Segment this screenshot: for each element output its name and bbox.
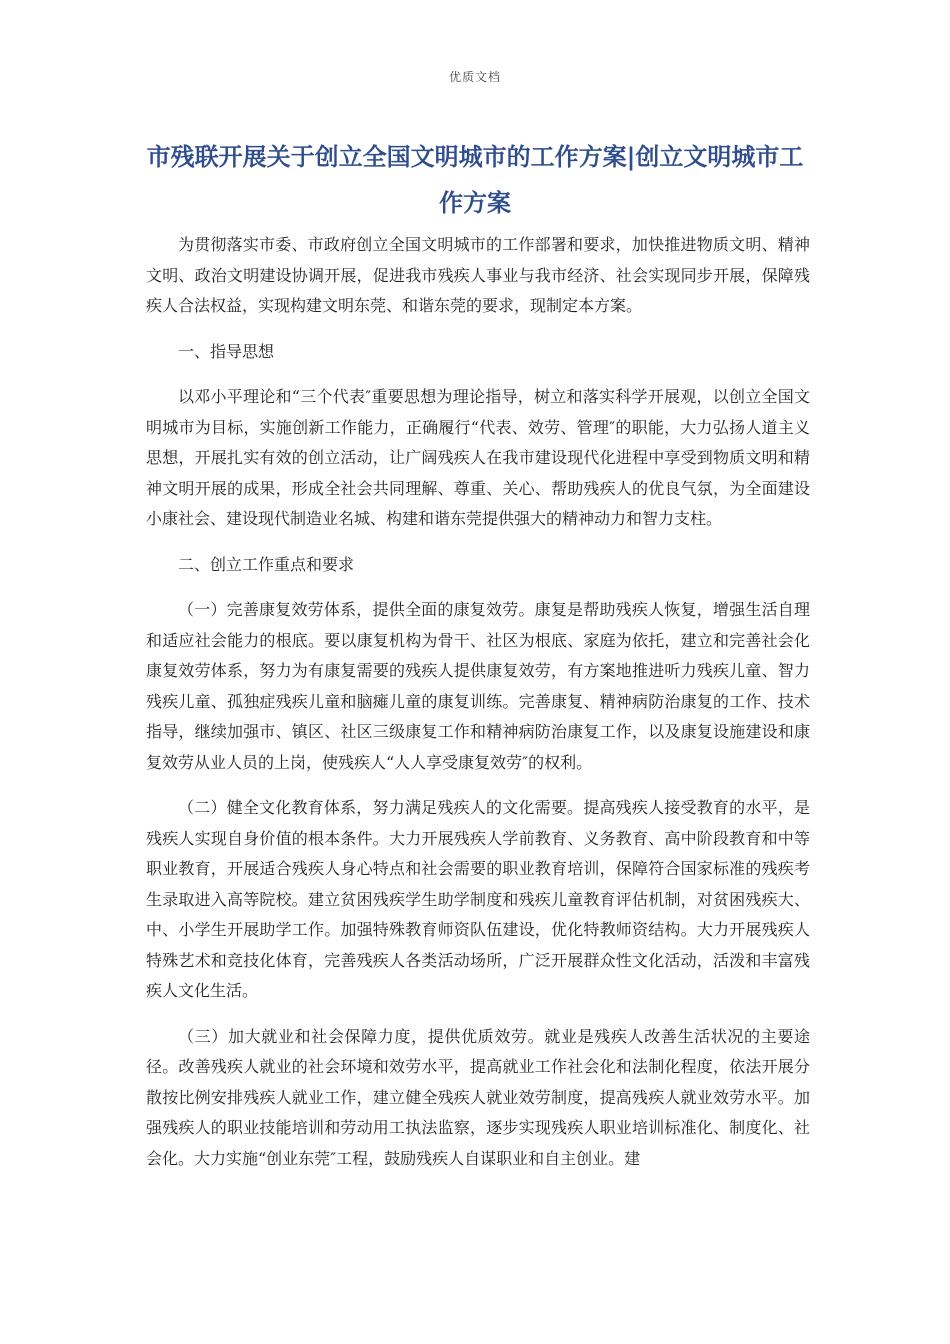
section-heading-guiding-thought: 一、指导思想 <box>178 341 275 361</box>
guiding-thought-paragraph: 以邓小平理论和“三个代表″重要思想为理论指导，树立和落实科学开展观，以创立全国文明城市为目标，实施创新工作能力，正确履行“代表、效劳、管理″的职能，大力弘扬人道主义思想，开展扎实有效的创立活动，让广阔残疾人在我市建设现代化进程中享受到物质文明和精神文明开展的成果，形成全社会共同理解、尊重、关心、帮助残疾人的优良气氛，为全面建设小康社会、建设现代制造业名城、构建和谐东莞提供强大的精神动力和智力支柱。 <box>146 387 810 528</box>
item-education-paragraph: （二）健全文化教育体系，努力满足残疾人的文化需要。提高残疾人接受教育的水平，是残疾人实现自身价值的根本条件。大力开展残疾人学前教育、义务教育、高中阶段教育和中等职业教育，开展适合残疾人身心特点和社会需要的职业教育培训，保障符合国家标准的残疾考生录取进入高等院校。建立贫困残疾学生助学制度和残疾儿童教育评估机制，对贫困残疾大、中、小学生开展助学工作。加强特殊教育师资队伍建设，优化特教师资结构。大力开展残疾人特殊艺术和竞技化体育，完善残疾人各类活动场所，广泛开展群众性文化活动，活泼和丰富残疾人文化生活。 <box>146 798 810 1000</box>
section-heading-key-points: 二、创立工作重点和要求 <box>178 554 355 574</box>
item-rehabilitation-paragraph: （一）完善康复效劳体系，提供全面的康复效劳。康复是帮助残疾人恢复，增强生活自理和适应社会能力的根底。要以康复机构为骨干、社区为根底、家庭为依托，建立和完善社会化康复效劳体系，努力为有康复需要的残疾人提供康复效劳，有方案地推进听力残疾儿童、智力残疾儿童、孤独症残疾儿童和脑瘫儿童的康复训练。完善康复、精神病防治康复的工作、技术指导，继续加强市、镇区、社区三级康复工作和精神病防治康复工作，以及康复设施建设和康复效劳从业人员的上岗，使残疾人“人人享受康复效劳″的权利。 <box>146 600 810 772</box>
document-body <box>146 230 810 1189</box>
page-header: 优质文档 <box>448 70 501 84</box>
document-title: 市残联开展关于创立全国文明城市的工作方案|创立文明城市工作方案 <box>146 143 804 217</box>
intro-paragraph: 为贯彻落实市委、市政府创立全国文明城市的工作部署和要求，加快推进物质文明、精神文明、政治文明建设协调开展，促进我市残疾人事业与我市经济、社会实现同步开展，保障残疾人合法权益，实现构建文明东莞、和谐东莞的要求，现制定本方案。 <box>146 235 810 315</box>
item-employment-paragraph: （三）加大就业和社会保障力度，提供优质效劳。就业是残疾人改善生活状况的主要途径。改善残疾人就业的社会环境和效劳水平，提高就业工作社会化和法制化程度，依法开展分散按比例安排残疾人就业工作，建立健全残疾人就业效劳制度，提高残疾人就业效劳水平。加强残疾人的职业技能培训和劳动用工执法监察，逐步实现残疾人职业培训标准化、制度化、社会化。大力实施“创业东莞″工程，鼓励残疾人自谋职业和自主创业。建 <box>146 1026 810 1168</box>
